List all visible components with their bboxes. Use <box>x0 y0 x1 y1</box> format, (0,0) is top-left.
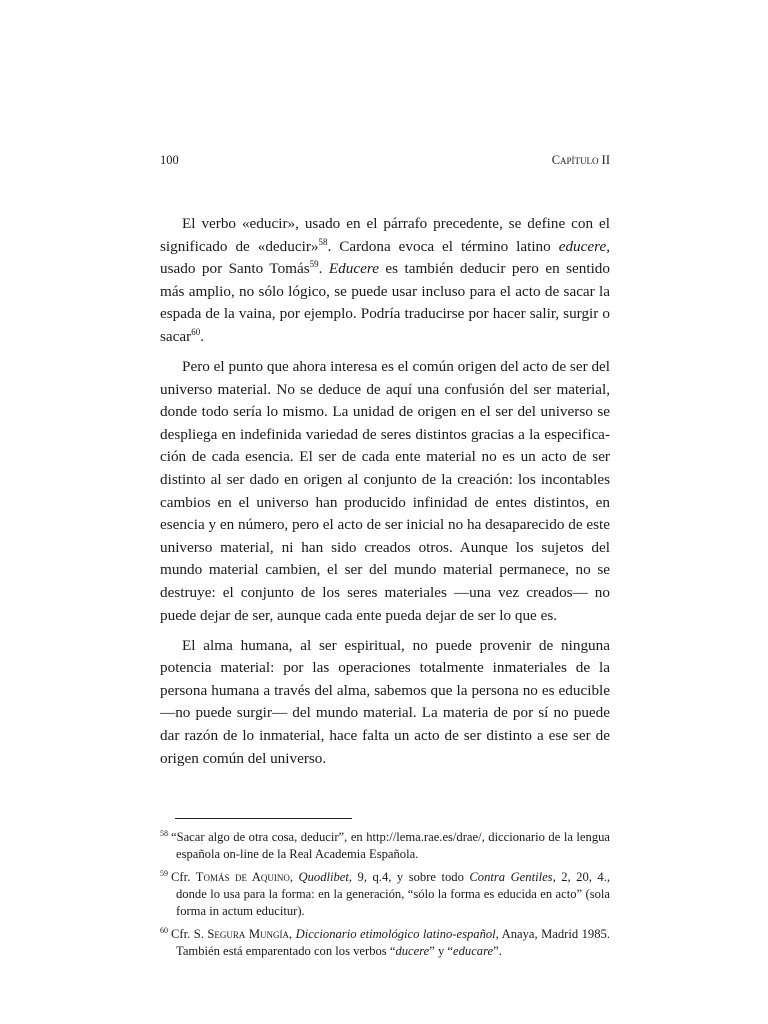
running-header <box>160 152 610 168</box>
text: ” y “ <box>429 944 454 959</box>
footnote-ref: 58 <box>318 236 328 247</box>
text: ”. <box>493 944 502 959</box>
paragraph-2: Pero el punto que ahora interesa es el común origen del acto de ser del universo material. No se deduce de aquí una confusión del ser material, donde todo sería lo mismo. La unidad de origen en el ser del universo se despliega en indefinida variedad de seres distintos gracias a la especificación de cada esencia. El ser de cada ente material no es un acto de ser distinto al ser dado en origen al conjunto de la creación: los incontables cambios en el universo han producido infinidad de entes distintos, en esencia y en número, pero el acto de ser inicial no ha desaparecido de este universo material, ni han sido creados otros. Aunque los sujetos del mundo material cambien, el ser del mundo material permanece, no se destruye: el conjunto de los seres materiales —una vez creados— no puede dejar de ser, aunque cada ente pueda dejar de ser lo que es. <box>160 358 610 624</box>
footnotes <box>160 829 610 960</box>
footnote-separator <box>175 818 352 819</box>
text: , 9, q.4, y sobre todo <box>348 870 470 885</box>
text: , Anaya, Madrid 1985. También está emparentado con los verbos “ <box>176 927 610 959</box>
text: , usado por Santo Tomás <box>160 237 611 278</box>
text: . <box>318 260 329 278</box>
footnote-59 <box>160 869 610 920</box>
text: es también deducir pero en sentido más amplio, no sólo lógico, se puede usar incluso para el acto de sacar la espada de la vaina, por ejemplo. Podría traducirse por hacer salir, surgir o sacar <box>160 260 610 345</box>
work-title: Diccionario etimológico latino-español <box>295 927 496 942</box>
page <box>160 0 610 1006</box>
text: . <box>200 327 204 345</box>
footnote-number: 59 <box>160 869 168 879</box>
footnote-58 <box>160 829 610 863</box>
work-title: Contra Gentiles <box>469 870 553 885</box>
main-text <box>160 213 610 770</box>
footnote-number: 60 <box>160 926 168 936</box>
text: . Cardona evoca el término latino <box>327 237 559 255</box>
italic-term: ducere <box>395 944 430 959</box>
italic-term: Educere <box>328 260 379 278</box>
paragraph-3: El alma humana, al ser espiritual, no puede provenir de ninguna potencia material: por las operaciones totalmente inmateriales de la persona humana a través del alma, sabemos que la persona no es educible —no puede surgir— del mundo material. La materia de por sí no puede dar razón de lo inmaterial, hace falta un acto de ser distinto a ese ser de origen común del universo. <box>160 636 610 767</box>
page-number: 100 <box>160 153 179 167</box>
italic-term: educare <box>453 944 494 959</box>
author-name: Segura Mungía <box>207 927 290 942</box>
text: , 2, 20, 4., donde lo usa para la forma: en la generación, “sólo la forma es educida en acto” (sola forma in actum educitur). <box>176 870 611 919</box>
author-name: Tomás de Aquino <box>195 870 290 885</box>
text: , <box>289 927 296 942</box>
text: Cfr. S. <box>171 927 208 942</box>
chapter-title: Capítulo II <box>551 153 610 167</box>
footnote-60 <box>160 926 610 960</box>
footnote-number: 58 <box>160 829 168 839</box>
italic-term: educere <box>558 237 607 255</box>
footnote-ref: 60 <box>191 326 201 337</box>
text: Cfr. <box>171 870 196 885</box>
text: “Sacar algo de otra cosa, deducir”, en http://lema.rae.es/drae/, diccionario de la lengua española on-line de la Real Academia Española. <box>171 830 610 862</box>
footnote-ref: 59 <box>309 259 319 270</box>
work-title: Quodlibet <box>298 870 349 885</box>
text: El verbo «educir», usado en el párrafo precedente, se define con el significado de «deducir» <box>160 215 610 255</box>
paragraph-1 <box>160 213 610 349</box>
text: , <box>289 870 299 885</box>
